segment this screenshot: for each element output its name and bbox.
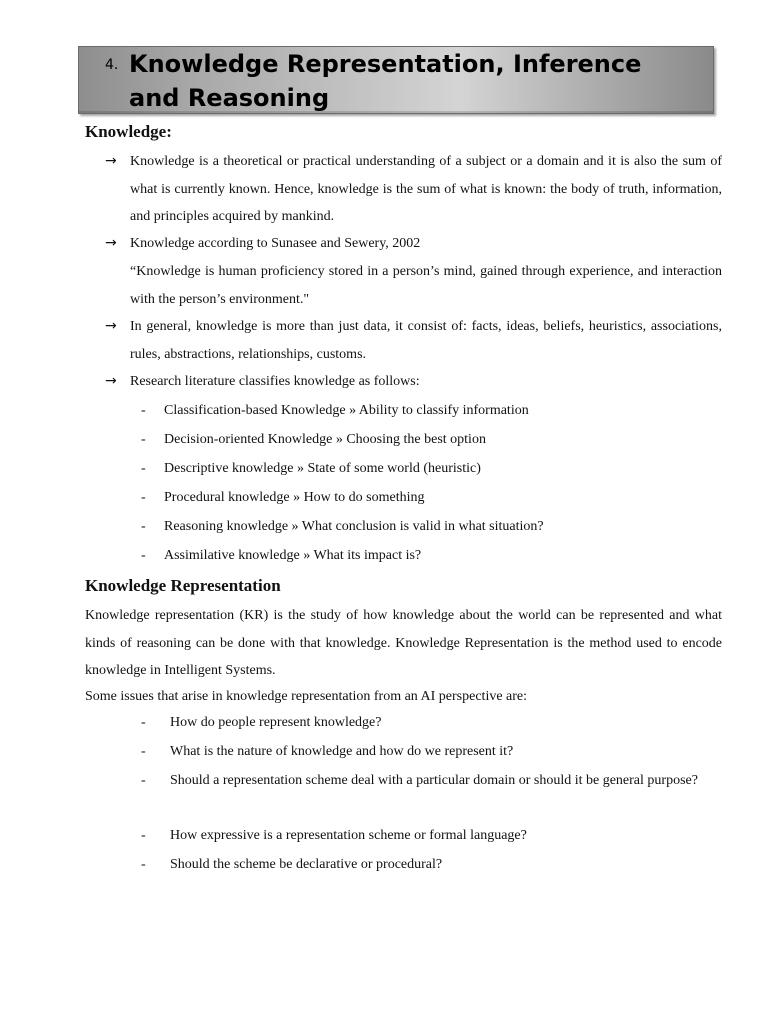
kr-issue-item: What is the nature of knowledge and how do we represent it? — [170, 744, 514, 759]
dash-bullet-icon: - — [141, 519, 146, 534]
dash-bullet-icon: - — [141, 490, 146, 505]
kr-issue-item: How expressive is a representation scheme or formal language? — [170, 828, 527, 843]
kr-issue-item: Should a representation scheme deal with a particular domain or should it be general purpose? — [170, 773, 698, 788]
dash-bullet-icon: - — [141, 828, 146, 843]
kr-issues-intro: Some issues that arise in knowledge representation from an AI perspective are: — [85, 689, 528, 704]
dash-bullet-icon: - — [141, 715, 146, 730]
knowledge-class-item: Decision-oriented Knowledge » Choosing the best option — [164, 432, 486, 447]
knowledge-class-item: Reasoning knowledge » What conclusion is valid in what situation? — [164, 519, 544, 534]
arrow-bullet-icon: → — [105, 318, 117, 334]
chapter-banner — [78, 46, 714, 114]
kr-issue-item: How do people represent knowledge? — [170, 715, 382, 730]
kr-intro-paragraph: Knowledge representation (KR) is the study of how knowledge about the world can be represented and what kinds of reasoning can be done with that knowledge. Knowledge Representation is the method used to encode knowledge in Intelligent Systems. — [85, 608, 722, 678]
knowledge-class-item: Classification-based Knowledge » Ability to classify information — [164, 403, 529, 418]
knowledge-heading: Knowledge: — [85, 122, 172, 141]
dash-bullet-icon: - — [141, 744, 146, 759]
knowledge-bullet-classification: Research literature classifies knowledge as follows: — [130, 374, 420, 389]
kr-heading: Knowledge Representation — [85, 576, 281, 595]
chapter-number: 4. — [105, 57, 119, 73]
arrow-bullet-icon: → — [105, 153, 117, 169]
dash-bullet-icon: - — [141, 857, 146, 872]
knowledge-quote: “Knowledge is human proficiency stored in a person’s mind, gained through experience, and interaction with the person’s environment." — [130, 264, 722, 307]
knowledge-bullet-definition: Knowledge is a theoretical or practical understanding of a subject or a domain and it is also the sum of what is currently known. Hence, knowledge is the sum of what is known: the body of truth, information, and principles acquired by mankind. — [130, 154, 722, 224]
dash-bullet-icon: - — [141, 403, 146, 418]
knowledge-class-item: Procedural knowledge » How to do something — [164, 490, 425, 505]
knowledge-bullet-citation: Knowledge according to Sunasee and Sewery, 2002 — [130, 236, 421, 251]
dash-bullet-icon: - — [141, 461, 146, 476]
knowledge-bullet-general: In general, knowledge is more than just data, it consist of: facts, ideas, beliefs, heuristics, associations, rules, abstractions, relationships, customs. — [130, 319, 722, 362]
chapter-title: Knowledge Representation, Inference and Reasoning — [129, 50, 642, 112]
dash-bullet-icon: - — [141, 432, 146, 447]
knowledge-class-item: Descriptive knowledge » State of some world (heuristic) — [164, 461, 481, 476]
dash-bullet-icon: - — [141, 773, 146, 788]
arrow-bullet-icon: → — [105, 235, 117, 251]
arrow-bullet-icon: → — [105, 373, 117, 389]
dash-bullet-icon: - — [141, 548, 146, 563]
kr-issue-item: Should the scheme be declarative or procedural? — [170, 857, 443, 872]
knowledge-class-item: Assimilative knowledge » What its impact is? — [164, 548, 422, 563]
